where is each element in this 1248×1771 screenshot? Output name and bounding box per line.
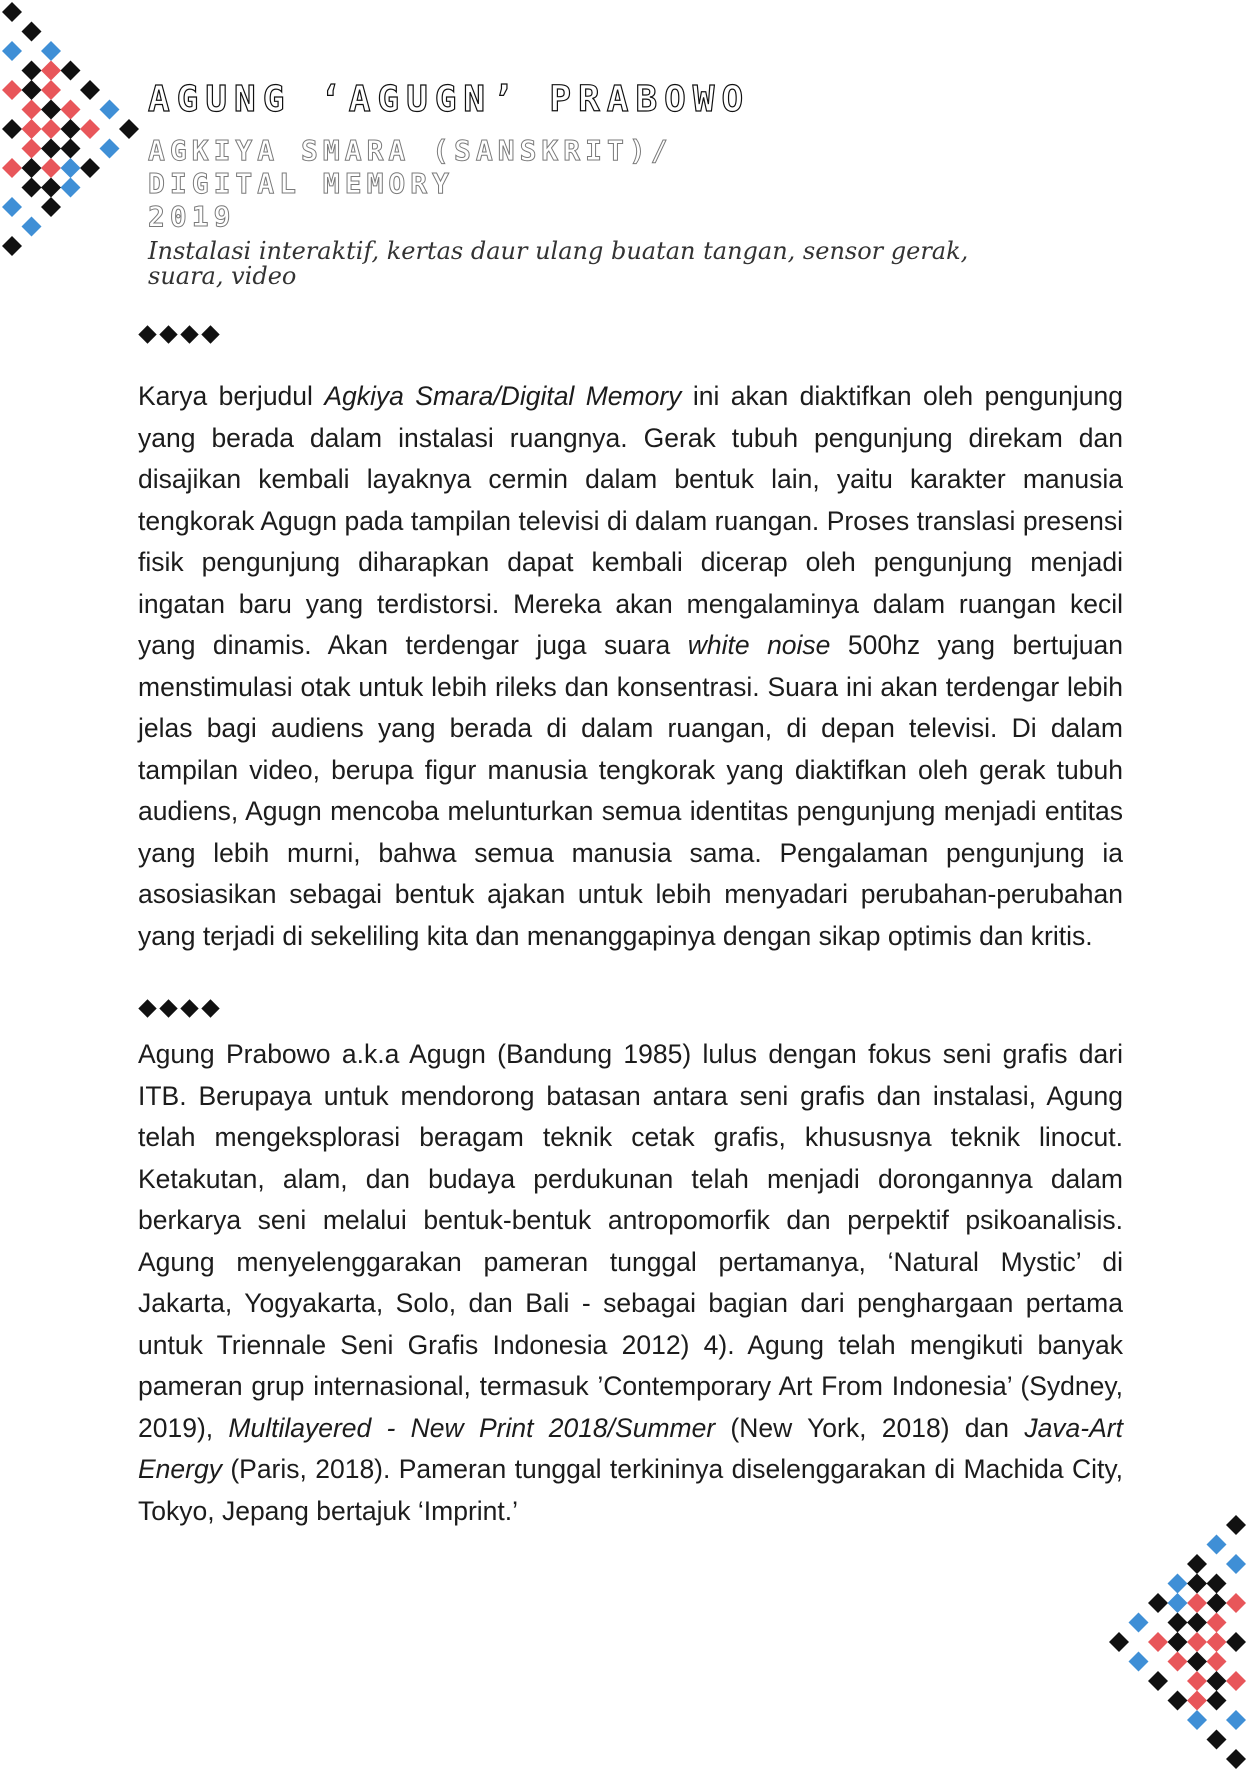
section-divider	[138, 326, 220, 344]
ornament-diamond	[1187, 1613, 1207, 1633]
ornament-diamond	[1207, 1593, 1227, 1613]
ornament-diamond	[1226, 1749, 1246, 1769]
ornament-diamond	[1187, 1710, 1207, 1730]
ornament-diamond	[2, 197, 22, 217]
ornament-diamond	[61, 61, 81, 81]
ornament-diamond	[119, 119, 139, 139]
ornament-diamond	[1187, 1691, 1207, 1711]
ornament-diamond	[1187, 1554, 1207, 1574]
diamond-bullet-icon	[180, 999, 198, 1017]
work-title-italic: Agkiya Smara/Digital Memory	[324, 381, 682, 411]
ornament-diamond	[22, 217, 42, 237]
ornament-diamond	[1207, 1691, 1227, 1711]
corner-ornament-bottom-right	[1108, 1511, 1248, 1771]
ornament-diamond	[22, 100, 42, 120]
ornament-diamond	[2, 2, 22, 22]
ornament-diamond	[1129, 1613, 1149, 1633]
ornament-diamond	[1207, 1671, 1227, 1691]
ornament-diamond	[1226, 1593, 1246, 1613]
description-text: ini akan diaktifkan oleh pengunjung yang berada dalam instalasi ruangnya. Gerak tubuh pengunjung direkam dan disajikan kembali layaknya cermin dalam bentuk lain, yaitu karakter manusia tengkorak Agugn pada tampilan televisi di dalam ruangan. Proses translasi presensi fisik pengunjung diharapkan dapat kembali dicerap oleh pengunjung menjadi ingatan baru yang terdistorsi. Mereka akan mengalaminya dalam ruangan kecil yang dinamis. Akan terdengar juga suara	[138, 381, 1123, 660]
ornament-diamond	[1226, 1515, 1246, 1535]
ornament-diamond	[22, 178, 42, 198]
work-title-line-1: AGKIYA SMARA (SANSKRIT)/	[148, 134, 673, 167]
ornament-diamond	[41, 139, 61, 159]
ornament-diamond	[80, 80, 100, 100]
ornament-diamond	[61, 139, 81, 159]
exhibition-title-italic: Multilayered - New Print 2018/Summer	[228, 1412, 716, 1443]
artist-name: AGUNG ‘AGUGN’ PRABOWO	[148, 79, 751, 120]
work-medium: Instalasi interaktif, kertas daur ulang buatan tangan, sensor gerak, suara, video	[148, 237, 969, 290]
biography-text: (Paris, 2018). Pameran tunggal terkininya diselenggarakan di Machida City, Tokyo, Jepang bertajuk ‘Imprint.’	[138, 1454, 1123, 1526]
ornament-diamond	[100, 100, 120, 120]
ornament-diamond	[1207, 1632, 1227, 1652]
ornament-diamond	[61, 119, 81, 139]
ornament-diamond	[41, 119, 61, 139]
ornament-diamond	[41, 158, 61, 178]
ornament-diamond	[1168, 1632, 1188, 1652]
ornament-diamond	[1129, 1652, 1149, 1672]
ornament-diamond	[1207, 1730, 1227, 1750]
artwork-header	[148, 78, 1148, 289]
ornament-diamond	[61, 178, 81, 198]
ornament-diamond	[1168, 1652, 1188, 1672]
artist-biography	[138, 1034, 1123, 1532]
biography-text: Agung Prabowo a.k.a Agugn (Bandung 1985) lulus dengan fokus seni grafis dari ITB. Berupaya untuk mendorong batasan antara seni grafis dan instalasi, Agung telah mengeksplorasi beragam teknik cetak grafis, khususnya teknik linocut. Ketakutan, alam, dan budaya perdukunan telah menjadi dorongannya dalam berkarya seni melalui bentuk-bentuk antropomorfik dan perpektif psikoanalisis. Agung menyelenggarakan pameran tunggal pertamanya, ‘Natural Mystic’ di Jakarta, Yogyakarta, Solo, dan Bali - sebagai bagian dari penghargaan pertama untuk Triennale Seni Grafis Indonesia 2012) 4). Agung telah mengikuti banyak pameran grup internasional, termasuk ’Contemporary Art From Indonesia’ (Sydney, 2019),	[138, 1039, 1123, 1443]
diamond-bullet-icon	[180, 325, 198, 343]
diamond-bullet-icon	[201, 999, 219, 1017]
ornament-diamond	[1148, 1593, 1168, 1613]
ornament-diamond	[2, 158, 22, 178]
ornament-diamond	[1168, 1593, 1188, 1613]
ornament-diamond	[1187, 1671, 1207, 1691]
ornament-diamond	[22, 22, 42, 42]
artwork-description	[138, 376, 1123, 957]
section-divider	[138, 1000, 220, 1018]
diamond-bullet-icon	[159, 325, 177, 343]
ornament-diamond	[41, 100, 61, 120]
ornament-diamond	[1226, 1671, 1246, 1691]
ornament-diamond	[41, 41, 61, 61]
ornament-diamond	[1226, 1554, 1246, 1574]
ornament-diamond	[22, 158, 42, 178]
ornament-diamond	[1168, 1574, 1188, 1594]
diamond-bullet-icon	[138, 325, 156, 343]
ornament-diamond	[1226, 1710, 1246, 1730]
description-text: 500hz yang bertujuan menstimulasi otak untuk lebih rileks dan konsentrasi. Suara ini akan terdengar lebih jelas bagi audiens yang berada di dalam ruangan, di depan televisi. Di dalam tampilan video, berupa figur manusia tengkorak yang diaktifkan oleh gerak tubuh audiens, Agugn mencoba melunturkan semua identitas pengunjung menjadi entitas yang lebih murni, bahwa semua manusia sama. Pengalaman pengunjung ia asosiasikan sebagai bentuk ajakan untuk lebih menyadari perubahan-perubahan yang terjadi di sekeliling kita dan menanggapinya dengan sikap optimis dan kritis.	[138, 630, 1123, 951]
ornament-diamond	[22, 61, 42, 81]
ornament-diamond	[1148, 1671, 1168, 1691]
ornament-diamond	[1187, 1652, 1207, 1672]
ornament-diamond	[1207, 1574, 1227, 1594]
diamond-bullet-icon	[201, 325, 219, 343]
ornament-diamond	[41, 197, 61, 217]
ornament-diamond	[1207, 1613, 1227, 1633]
work-year: 2019	[148, 200, 236, 233]
ornament-diamond	[100, 139, 120, 159]
description-text: Karya berjudul	[138, 381, 325, 411]
ornament-diamond	[41, 178, 61, 198]
ornament-diamond	[22, 80, 42, 100]
ornament-diamond	[1187, 1593, 1207, 1613]
ornament-diamond	[80, 158, 100, 178]
ornament-diamond	[22, 139, 42, 159]
ornament-diamond	[1187, 1574, 1207, 1594]
ornament-diamond	[2, 236, 22, 256]
corner-ornament-top-left	[0, 0, 140, 260]
ornament-diamond	[1168, 1613, 1188, 1633]
ornament-diamond	[1148, 1632, 1168, 1652]
ornament-diamond	[1168, 1691, 1188, 1711]
ornament-diamond	[1187, 1632, 1207, 1652]
white-noise-italic: white noise	[687, 630, 831, 660]
diamond-bullet-icon	[138, 999, 156, 1017]
ornament-diamond	[1207, 1535, 1227, 1555]
exhibition-title-italic: Java-Art Energy	[138, 1412, 1123, 1484]
ornament-diamond	[1207, 1652, 1227, 1672]
biography-text: (New York, 2018) dan	[715, 1412, 1025, 1443]
work-title-line-2: DIGITAL MEMORY	[148, 167, 455, 200]
ornament-diamond	[2, 119, 22, 139]
ornament-diamond	[1226, 1632, 1246, 1652]
ornament-diamond	[80, 119, 100, 139]
ornament-diamond	[41, 80, 61, 100]
ornament-diamond	[2, 41, 22, 61]
diamond-bullet-icon	[159, 999, 177, 1017]
ornament-diamond	[61, 100, 81, 120]
ornament-diamond	[1109, 1632, 1129, 1652]
ornament-diamond	[22, 119, 42, 139]
ornament-diamond	[2, 80, 22, 100]
ornament-diamond	[61, 158, 81, 178]
ornament-diamond	[41, 61, 61, 81]
